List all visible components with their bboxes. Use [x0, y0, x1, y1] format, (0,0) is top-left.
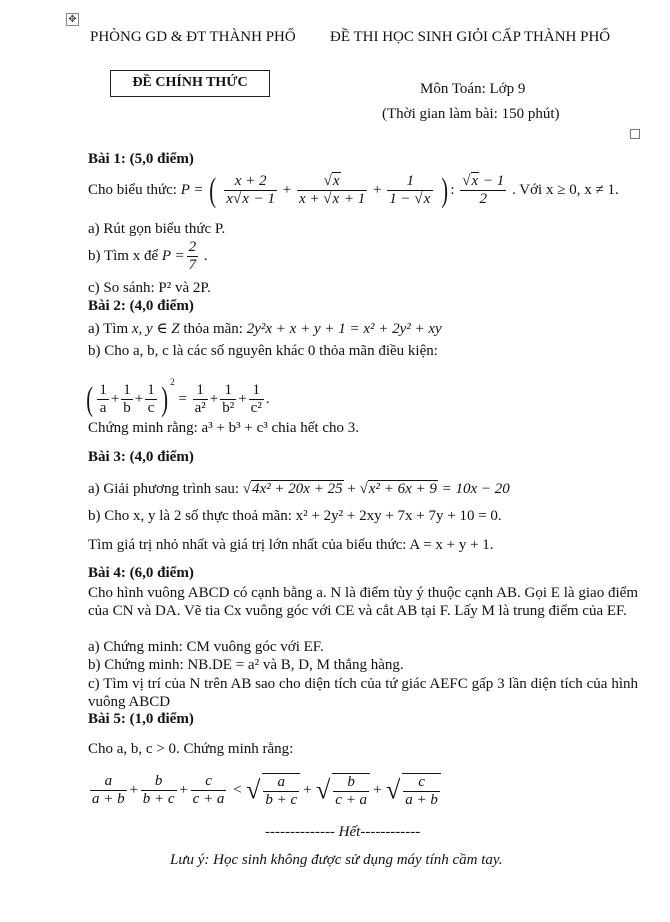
bai2-title: Bài 2: (4,0 điểm) — [88, 298, 194, 314]
bai3-c: Tìm giá trị nhỏ nhất và giá trị lớn nhất của biểu thức: A = x + y + 1. — [88, 537, 494, 553]
bai5-title: Bài 5: (1,0 điểm) — [88, 711, 194, 727]
condition: . Với x ≥ 0, x ≠ 1. — [512, 182, 619, 198]
bai3-a: a) Giải phương trình sau: √4x² + 20x + 25 + √x² + 6x + 9 = 10x − 20 — [88, 481, 510, 497]
bai1-c: c) So sánh: P² và 2P. — [88, 280, 211, 296]
intro-text: Cho biểu thức: — [88, 182, 181, 198]
header-exam-title: ĐỀ THI HỌC SINH GIỎI CẤP THÀNH PHỐ — [330, 29, 611, 45]
header-department: PHÒNG GD & ĐT THÀNH PHỐ — [90, 29, 296, 45]
bai1-a: a) Rút gọn biểu thức P. — [88, 221, 226, 237]
note: Lưu ý: Học sinh không được sử dụng máy tính cầm tay. — [170, 852, 503, 868]
bai3-b: b) Cho x, y là 2 số thực thoả mãn: x² + 2y² + 2xy + 7x + 7y + 10 = 0. — [88, 508, 502, 524]
square-marker-icon — [630, 129, 640, 139]
subject: Môn Toán: Lớp 9 — [420, 81, 526, 97]
left-paren: ( — [209, 171, 217, 209]
fraction-2: $\frac{√x}{x + √x + 1}$ — [298, 173, 366, 208]
bai1-title: Bài 1: (5,0 điểm) — [88, 151, 194, 167]
bai3-title: Bài 3: (4,0 điểm) — [88, 449, 194, 465]
bai2-a: a) Tìm x, y ∈ Z thỏa mãn: 2y²x + x + y + 1 = x² + 2y² + xy — [88, 321, 442, 337]
bai1-b: b) Tìm x để P = $\frac{2}{7}$ . — [88, 239, 208, 274]
fraction-3: $\frac{1}{1 - √x}$ — [387, 173, 433, 208]
fraction-4: $\frac{√x - 1}{2}$ — [462, 173, 505, 208]
p-symbol: P = — [180, 182, 204, 198]
official-badge: ĐỀ CHÍNH THỨC — [110, 70, 270, 97]
bai4-c: c) Tìm vị trí của N trên AB sao cho diện tích của tứ giác AEFC gấp 3 lần diện tích của hình vuông ABCD — [88, 676, 638, 710]
bai4-b: b) Chứng minh: NB.DE = a² và B, D, M thẳng hàng. — [88, 657, 404, 673]
bai2-prove: Chứng minh rằng: a³ + b³ + c³ chia hết cho 3. — [88, 420, 359, 436]
bai2-b: b) Cho a, b, c là các số nguyên khác 0 thỏa mãn điều kiện: — [88, 343, 438, 359]
bai4-text: Cho hình vuông ABCD có cạnh bằng a. N là điểm tùy ý thuộc cạnh AB. Gọi E là giao điểm của CN và DA. Vẽ tia Cx vuông góc với CE và cắt AB tại F. Lấy M là trung điểm của EF. — [88, 585, 638, 619]
bai4-title: Bài 4: (6,0 điểm) — [88, 565, 194, 581]
bai5-intro: Cho a, b, c > 0. Chứng minh rằng: — [88, 741, 294, 757]
end-marker: -------------- Hết------------ — [265, 824, 421, 840]
time-limit: (Thời gian làm bài: 150 phút) — [382, 106, 560, 122]
bai5-inequality: $\frac{a}{a + b}$ + $\frac{b}{b + c}$ + $\frac{c}{c + a}$ < √ $\frac{a}{b + c}$ + √ $\frac{b}{c + a}$ + √ $\frac{c}{a + b}$ — [88, 770, 443, 811]
move-handle-icon[interactable]: ✥ — [66, 13, 79, 26]
right-paren: ) — [441, 171, 449, 209]
bai4-a: a) Chứng minh: CM vuông góc với EF. — [88, 639, 324, 655]
fraction-1: $\frac{x + 2}{x√x - 1}$ — [226, 173, 275, 208]
bai1-expression: Cho biểu thức: P = ( $\frac{x + 2}{x√x - 1}$ + $\frac{√x}{x + √x + 1}$ + $\frac{1}{1 - √x}$ ) : $\frac{√x - 1}{2}$ . Với x ≥ 0, x ≠ 1. — [88, 171, 619, 209]
bai2-condition: ( $\frac{1}{a}$ + $\frac{1}{b}$ + $\frac{1}{c}$ ) $^2$ = $\frac{1}{\text{a²}}$ + $\frac{1}{\text{b²}}$ + $\frac{1}{\text{c²}}$ . — [86, 377, 270, 418]
